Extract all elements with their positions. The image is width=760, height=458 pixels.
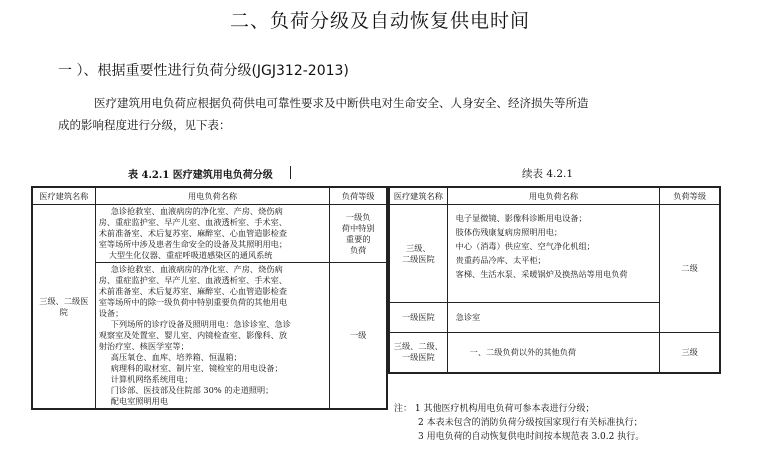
- table1-header-load: 用电负荷名称: [95, 187, 330, 205]
- load-grade-table: [31, 186, 388, 410]
- note-2: 2 本表未包含的消防负荷分级按国家现行有关标准执行；: [418, 418, 643, 428]
- table1-header-building: 医疗建筑名称: [32, 187, 95, 205]
- table2-row3-loads: 一、二级负荷以外的其他负荷: [447, 333, 660, 373]
- table1-row2-loads: 急诊抢救室、血液病房的净化室、产房、烧伤病 房、重症监护室、早产儿室、血液透析室、手术室、 术前准备室、术后复苏室、麻醉室、心血管造影检查 室等场所中的除一级负荷中特别重要负荷的其他用电 设备； 下列场所的诊疗设备及照明用电：急诊诊室、急诊 观察室及处置室、婴儿室、内镜检查室、影像科、放 射治疗室、核医学室等； 高压氧仓、血库、培养箱、恒温箱； 病理科的取材室、制片室、镜检室的用电设备； 计算机网络系统用电； 门诊部、医技部及住院部 30% 的走道照明； 配电室照明用电: [95, 263, 330, 410]
- table2-header-load: 用电负荷名称: [447, 187, 660, 205]
- table1-header-grade: 负荷等级: [330, 187, 387, 205]
- table1-caption: 表 4.2.1 医疗建筑用电负荷分级: [128, 170, 273, 181]
- table2-header-grade: 负荷等级: [660, 187, 720, 205]
- intro-paragraph: [58, 92, 698, 136]
- section-subtitle: 一 ）、根据重要性进行负荷分级(JGJ312-2013): [58, 63, 349, 79]
- load-grade-table-continued: [388, 186, 721, 374]
- table2-row3-building: 三级、二级、 一级医院: [389, 333, 447, 373]
- text-cursor: [290, 166, 291, 179]
- intro-line-2: 成的影响程度进行分级，见下表：: [58, 118, 231, 132]
- table1-row1-loads: 急诊抢救室、血液病房的净化室、产房、烧伤病 房、重症监护室、早产儿室、血液透析室、手术室、 术前准备室、术后复苏室、麻醉室、心血管造影检查 室等场所中涉及患者生命安全的设备及其照明用电； 大型生化仪器、重症呼吸道感染区的通风系统: [95, 205, 330, 263]
- table1-row2-grade: 一级: [330, 263, 387, 410]
- table2-header-building: 医疗建筑名称: [389, 187, 447, 205]
- table2-row2-loads: 急诊室: [447, 303, 660, 333]
- table2-caption: 续表 4.2.1: [522, 168, 574, 180]
- note-3: 3 用电负荷的自动恢复供电时间按本规范表 3.0.2 执行。: [418, 432, 645, 442]
- note-1: 注： 1 其他医疗机构用电负荷可参本表进行分级；: [394, 404, 595, 414]
- intro-line-1: 医疗建筑用电负荷应根据负荷供电可靠性要求及中断供电对生命安全、人身安全、经济损失等所造: [94, 96, 589, 110]
- table1-row1-grade: 一级负 荷中特别 重要的 负荷: [330, 205, 387, 263]
- table-notes: [394, 402, 644, 444]
- table1-building-cell: 三级、二级医院: [32, 205, 95, 410]
- table2-grade-2: 二级: [660, 205, 720, 333]
- table2-row1-loads: 电子显微镜、影像科诊断用电设备； 肢体伤残康复病房照明用电； 中心（消毒）供应室、空气净化机组； 贵重药品冷库、太平柜； 客梯、生活水泵、采暖锅炉及换热站等用电负荷: [447, 205, 660, 303]
- table2-row1-building: 三级、 二级医院: [389, 205, 447, 303]
- page-title: 二、负荷分级及自动恢复供电时间: [229, 10, 530, 32]
- table2-row2-building: 一级医院: [389, 303, 447, 333]
- table2-grade-3: 三级: [660, 333, 720, 373]
